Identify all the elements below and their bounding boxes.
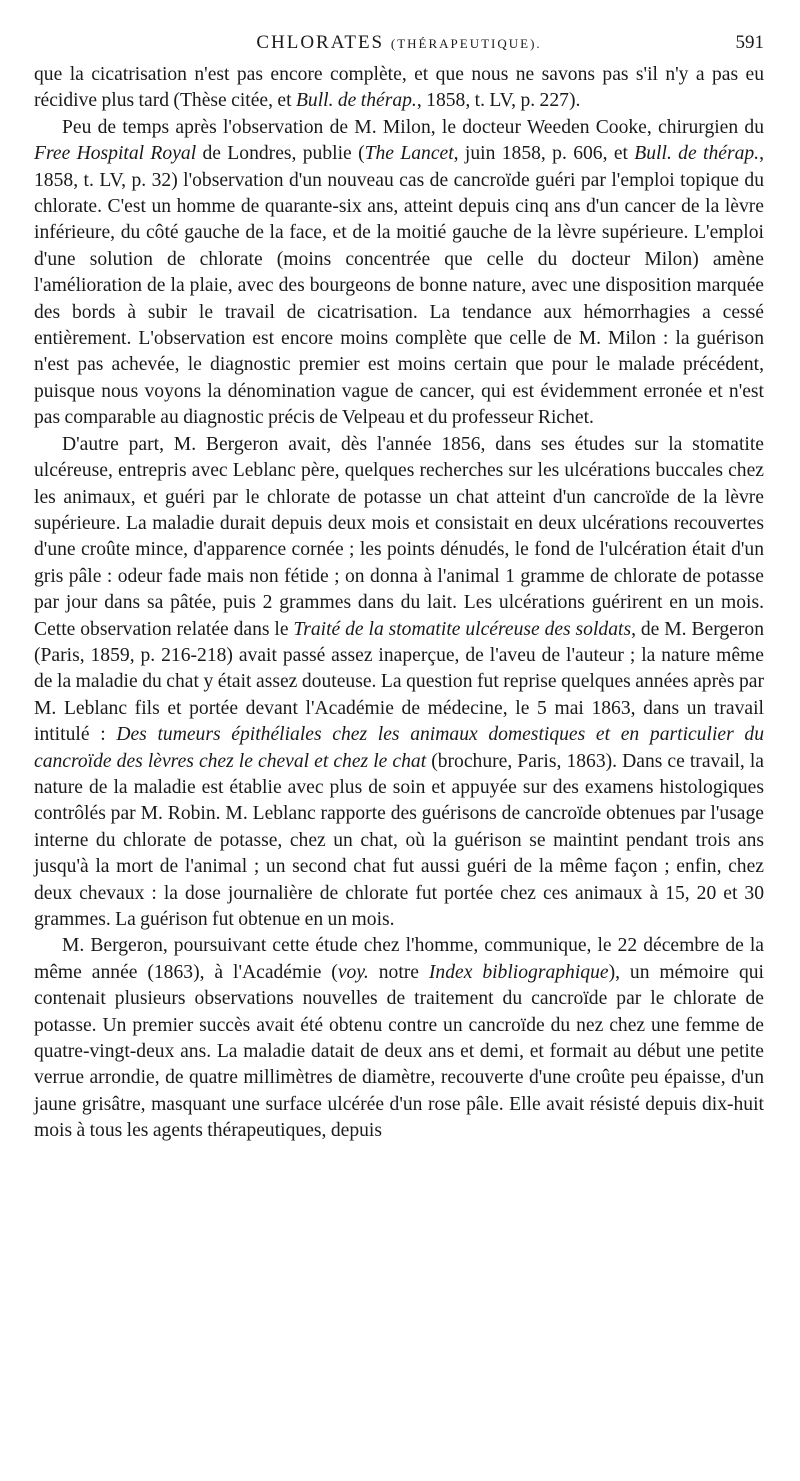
running-head-title: CHLORATES (THÉRAPEUTIQUE). xyxy=(256,32,542,53)
body-text: (brochure, Paris, 1863). Dans ce travail, la nature de la maladie est établie avec plus de soin et appuyée sur des examens histologiques contrôlés par M. Robin. M. Leblanc rapporte des guérisons de cancroïde obtenues par l'usage interne du chlorate de potasse, chez un chat, où la guérison se maintint pendant trois ans jusqu'à la mort de l'animal ; un second chat fut aussi guéri de la même façon ; enfin, chez deux chevaux : la dose journalière de chlorate fut portée chez ces animaux à 15, 20 et 30 grammes. La guérison fut obtenue en un mois. xyxy=(34,750,764,930)
italic-text: Free Hospital Royal xyxy=(34,143,197,165)
running-head xyxy=(34,32,764,58)
paragraph-bergeron-memoire xyxy=(34,933,764,1144)
italic-text: Traité de la stomatite ulcéreuse des soldats xyxy=(293,618,632,640)
body-text: , 1858, t. LV, p. 32) l'observation d'un nouveau cas de cancroïde guéri par l'emploi topique du chlorate. C'est un homme de quarante-six ans, atteint depuis cinq ans d'un cancer de la lèvre inférieure, du côté gauche de la face, et de la moitié gauche de la lèvre supérieure. L'emploi d'une solution de chlorate (moins concentrée que celle du docteur Milon) amène l'amélioration de la plaie, avec des bourgeons de bonne nature, avec une disposition marquée des bords à subir le travail de cicatrisation. La tendance aux hémorrhagies a cessé entièrement. L'observation est encore moins complète que celle de M. Milon : la guérison n'est pas achevée, le diagnostic premier est moins certain que pour le malade précédent, puisque nous voyons la dénomination vague de cancer, qui est évidemment erronée et n'est pas comparable au diagnostic précis de Velpeau et du professeur Richet. xyxy=(34,143,764,429)
body-text: que la cicatrisation n'est pas encore complète, et que nous ne savons pas s'il n'y a pas eu récidive plus tard (Thèse citée, et xyxy=(34,64,764,112)
italic-text: The Lancet xyxy=(364,143,454,165)
body-text: de Londres, publie ( xyxy=(196,143,365,165)
body-text: D'autre part, M. Bergeron avait, dès l'année 1856, dans ses études sur la stomatite ulcéreuse, entrepris avec Leblanc père, quelques recherches sur les ulcérations buccales chez les animaux, et guéri par le chlorate de potasse un chat atteint d'un cancroïde de la lèvre supérieure. La maladie durait depuis deux mois et consistait en deux ulcérations recouvertes d'une croûte mince, d'apparence cornée ; les points dénudés, le fond de l'ulcération était d'un gris pâle : odeur fade mais non fétide ; on donna à l'animal 1 gramme de chlorate de potasse par jour dans sa pâtée, puis 2 grammes dans du lait. Les ulcérations guérirent en un mois. Cette observation relatée dans le xyxy=(34,433,764,640)
body-text: , 1858, t. LV, p. 227). xyxy=(416,90,581,112)
paragraph-weeden-cooke xyxy=(34,115,764,432)
italic-text: voy. xyxy=(337,961,369,983)
body-text: Peu de temps après l'observation de M. Milon, le docteur Weeden Cooke, chirurgien du xyxy=(62,116,764,138)
paragraph-bergeron-leblanc xyxy=(34,432,764,934)
italic-text: Index bibliographique xyxy=(428,961,609,983)
body-text: ), un mémoire qui contenait plusieurs observations nouvelles de traitement du cancroïde par le chlorate de potasse. Un premier succès avait été obtenu contre un cancroïde du nez chez une femme de quatre-vingt-deux ans. La maladie datait de deux ans et demi, et formait au début une petite verrue arrondie, de quatre millimètres de diamètre, recouverte d'une croûte peu épaisse, d'un jaune grisâtre, masquant une surface ulcérée d'un rose pâle. Elle avait résisté depuis dix-huit mois à tous les agents thérapeutiques, depuis xyxy=(34,961,764,1142)
body-text: , de M. Bergeron (Paris, 1859, p. 216-218) avait passé assez inaperçue, de l'aveu de l'auteur ; la nature même de la maladie du chat y était assez douteuse. La question fut reprise quelques années après par M. Leblanc fils et portée devant l'Académie de médecine, le 5 mai 1863, dans un travail intitulé : xyxy=(34,618,764,746)
running-head-subtitle: (THÉRAPEUTIQUE). xyxy=(390,36,542,51)
body-text: , juin 1858, p. 606, et xyxy=(453,143,635,165)
page-number: 591 xyxy=(735,32,764,53)
italic-text: Bull. de thérap. xyxy=(634,143,760,165)
paragraph-continuation xyxy=(34,62,764,115)
body-text: M. Bergeron, poursuivant cette étude chez l'homme, communique, le 22 décembre de la même année (1863), à l'Académie ( xyxy=(34,935,764,983)
italic-text: Bull. de thérap. xyxy=(295,90,417,112)
body-text: notre xyxy=(368,961,429,983)
italic-text: Des tumeurs épithéliales chez les animaux domestiques et en particulier du cancroïde des lèvres chez le cheval et chez le chat xyxy=(34,724,764,772)
